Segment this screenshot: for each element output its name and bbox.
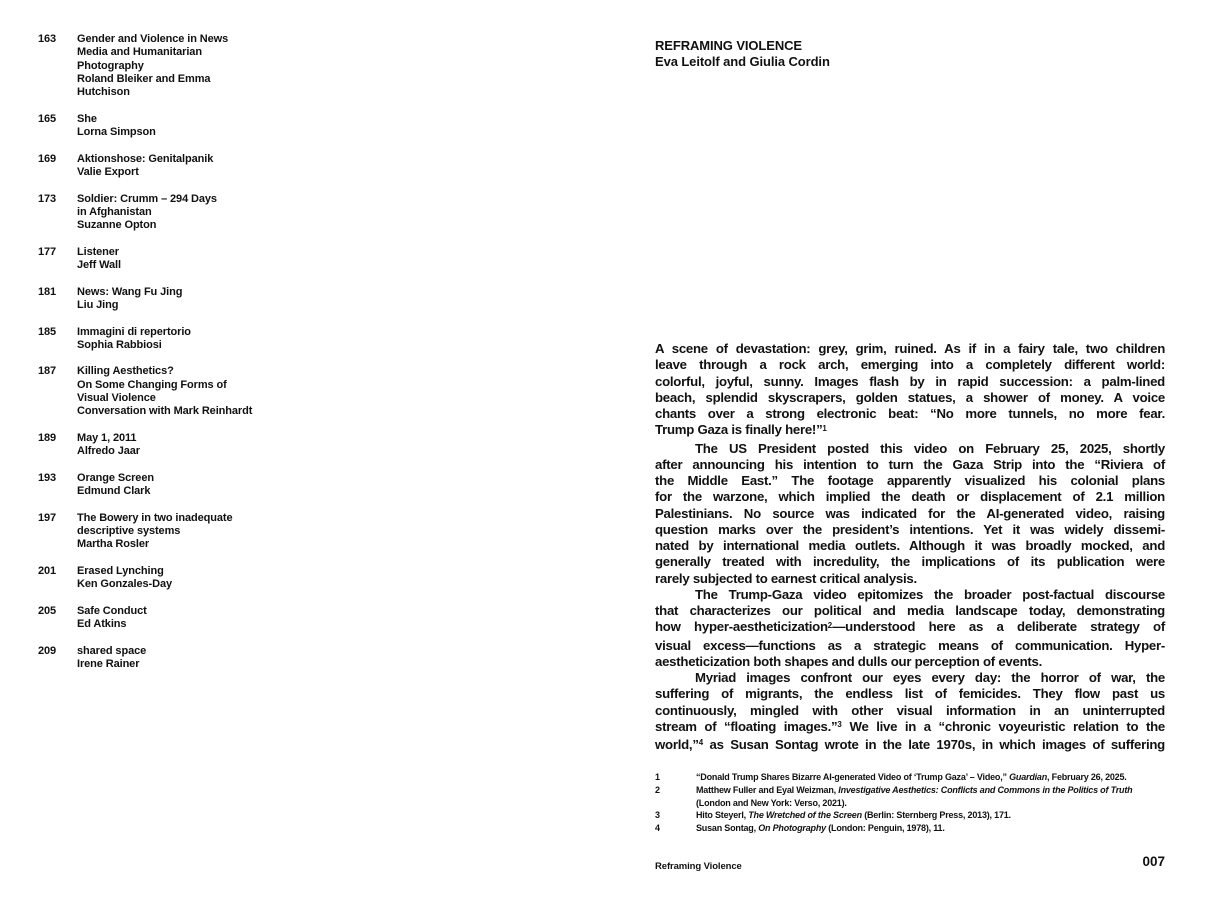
- footnote: [655, 771, 1175, 784]
- footnote-number: 1: [655, 772, 660, 782]
- toc-entry-text: News: Wang Fu Jing Liu Jing: [77, 285, 183, 311]
- toc-page-number: 169: [38, 152, 57, 165]
- footnote-number: 2: [655, 784, 660, 795]
- body-line: generally treated with incredulity, the implications of its publication were: [655, 554, 1165, 570]
- toc-page-number: 165: [38, 112, 57, 125]
- toc-page-number: 209: [38, 644, 57, 657]
- body-line: that characterizes our political and media landscape today, demonstrating: [655, 603, 1165, 618]
- toc-page-number: 173: [38, 192, 57, 205]
- body-line: question marks over the president’s intentions. Yet it was widely dissemi-: [655, 521, 1165, 537]
- toc-page-number: 177: [38, 245, 57, 258]
- body-line: Myriad images confront our eyes every day: the horror of war, the: [695, 670, 1165, 685]
- body-line: suffering of migrants, the endless list of femicides. They flow past us: [655, 686, 1165, 702]
- body-line: Trump Gaza is finally here!”$^1$: [655, 422, 827, 438]
- body-line: for the warzone, which implied the death or displacement of 2.1 million: [655, 489, 1165, 505]
- essay-title: REFRAMING VIOLENCE: [655, 38, 802, 53]
- paragraph: [655, 341, 1165, 441]
- toc-entry: [38, 432, 298, 459]
- body-line: beach, splendid skyscrapers, golden statues, a shower of money. A voice: [655, 389, 1165, 405]
- body-line: A scene of devastation: grey, grim, ruined. As if in a fairy tale, two children: [655, 341, 1165, 356]
- footnote-text: Susan Sontag, On Photography (London: Penguin, 1978), 11.: [696, 823, 945, 833]
- page-number: 007: [1142, 854, 1165, 869]
- footnotes-list: [655, 771, 1175, 835]
- toc-page-number: 201: [38, 564, 57, 577]
- toc-entry: [38, 286, 298, 313]
- footnote-text: Matthew Fuller and Eyal Weizman, Investigative Aesthetics: Conflicts and Commons in the Politics of Truth (London and New York: Verso, 2021).: [696, 784, 1133, 808]
- paragraph: [655, 441, 1165, 587]
- toc-entry-text: Erased Lynching Ken Gonzales-Day: [77, 564, 172, 591]
- toc-entry-text: Soldier: Crumm – 294 Days in Afghanistan Suzanne Opton: [77, 192, 217, 232]
- body-line: leave through a rock arch, emerging into a completely different world:: [655, 357, 1165, 373]
- toc-entry: [38, 645, 298, 672]
- toc-entry: [38, 605, 298, 632]
- toc-entry-text: Killing Aesthetics? On Some Changing Forms of Visual Violence Conversation with Mark Reinhardt: [77, 365, 253, 418]
- toc-entry-text: shared space Irene Rainer: [77, 644, 147, 670]
- footnote: [655, 822, 1175, 835]
- paragraph: [655, 587, 1165, 670]
- toc-page-number: 181: [38, 285, 57, 298]
- toc-entry: [38, 33, 298, 99]
- essay-body: [655, 341, 1165, 755]
- body-line: chants over a strong electronic beat: “No more tunnels, no more fear.: [655, 406, 1165, 421]
- footnote-number: 3: [655, 810, 660, 821]
- toc-page-number: 187: [38, 365, 57, 378]
- toc-entry: [38, 365, 298, 418]
- essay-authors: Eva Leitolf and Giulia Cordin: [655, 53, 830, 69]
- toc-entry: [38, 565, 298, 592]
- body-line: how hyper-aestheticization$^2$—understood here as a deliberate strategy of: [655, 619, 1165, 635]
- footnote: [655, 784, 1175, 810]
- body-line: Palestinians. No source was indicated for the AI-generated video, raising: [655, 505, 1165, 521]
- toc-entry-text: Listener Jeff Wall: [77, 245, 121, 272]
- footnote-text: “Donald Trump Shares Bizarre AI-generated Video of ‘Trump Gaza’ – Video,” Guardian, February 26, 2025.: [696, 772, 1127, 782]
- toc-entry: [38, 472, 298, 499]
- toc-page-number: 205: [38, 604, 57, 617]
- body-line: aestheticization both shapes and dulls our perception of events.: [655, 653, 1043, 669]
- toc-entry: [38, 113, 298, 140]
- toc-entry-text: Orange Screen Edmund Clark: [77, 471, 154, 498]
- footnote-text: Hito Steyerl, The Wretched of the Screen (Berlin: Sternberg Press, 2013), 171.: [696, 810, 1011, 821]
- body-line: visual excess—functions as a strategic means of communication. Hyper-: [655, 637, 1165, 653]
- toc-page-number: 193: [38, 471, 57, 484]
- body-line: world,”$^4$ as Susan Sontag wrote in the late 1970s, in which images of suffering: [655, 737, 1165, 752]
- toc-entry: [38, 512, 298, 552]
- body-line: after announcing his intention to turn the Gaza Strip into the “Riviera of: [655, 456, 1165, 472]
- body-line: The Trump-Gaza video epitomizes the broader post-factual discourse: [695, 586, 1165, 602]
- running-title: Reframing Violence: [655, 861, 742, 872]
- paragraph: [655, 670, 1165, 755]
- toc-list: [38, 33, 298, 685]
- body-line: The US President posted this video on February 25, 2025, shortly: [695, 440, 1165, 456]
- toc-entry: [38, 193, 298, 233]
- toc-entry-text: Aktionshose: Genitalpanik Valie Export: [77, 152, 214, 178]
- footnote: [655, 809, 1175, 822]
- essay-header: [655, 38, 1167, 69]
- toc-entry-text: Gender and Violence in News Media and Humanitarian Photography Roland Bleiker and Emma Hutchison: [77, 33, 229, 99]
- body-line: colorful, joyful, sunny. Images flash by in rapid succession: a palm-lined: [655, 373, 1165, 389]
- toc-entry: [38, 246, 298, 273]
- body-line: nated by international media outlets. Although it was broadly mocked, and: [655, 538, 1165, 553]
- toc-entry-text: Safe Conduct Ed Atkins: [77, 604, 147, 631]
- toc-page-number: 163: [38, 33, 57, 45]
- toc-page-number: 185: [38, 325, 57, 338]
- body-line: rarely subjected to earnest critical analysis.: [655, 570, 917, 586]
- body-line: the Middle East.” The footage apparently visualized his colonial plans: [655, 473, 1165, 488]
- toc-entry: [38, 326, 298, 353]
- toc-page-number: 197: [38, 511, 57, 524]
- toc-entry-text: May 1, 2011 Alfredo Jaar: [77, 431, 140, 458]
- toc-page-number: 189: [38, 431, 57, 444]
- toc-entry-text: She Lorna Simpson: [77, 112, 156, 139]
- toc-entry-text: The Bowery in two inadequate descriptive systems Martha Rosler: [77, 511, 233, 551]
- toc-entry: [38, 153, 298, 180]
- footnote-number: 4: [655, 823, 660, 833]
- body-line: continuously, mingled with other visual information in an uninterrupted: [655, 702, 1165, 718]
- toc-entry-text: Immagini di repertorio Sophia Rabbiosi: [77, 325, 191, 351]
- body-line: stream of “floating images.”$^3$ We live in a “chronic voyeuristic relation to the: [655, 718, 1165, 734]
